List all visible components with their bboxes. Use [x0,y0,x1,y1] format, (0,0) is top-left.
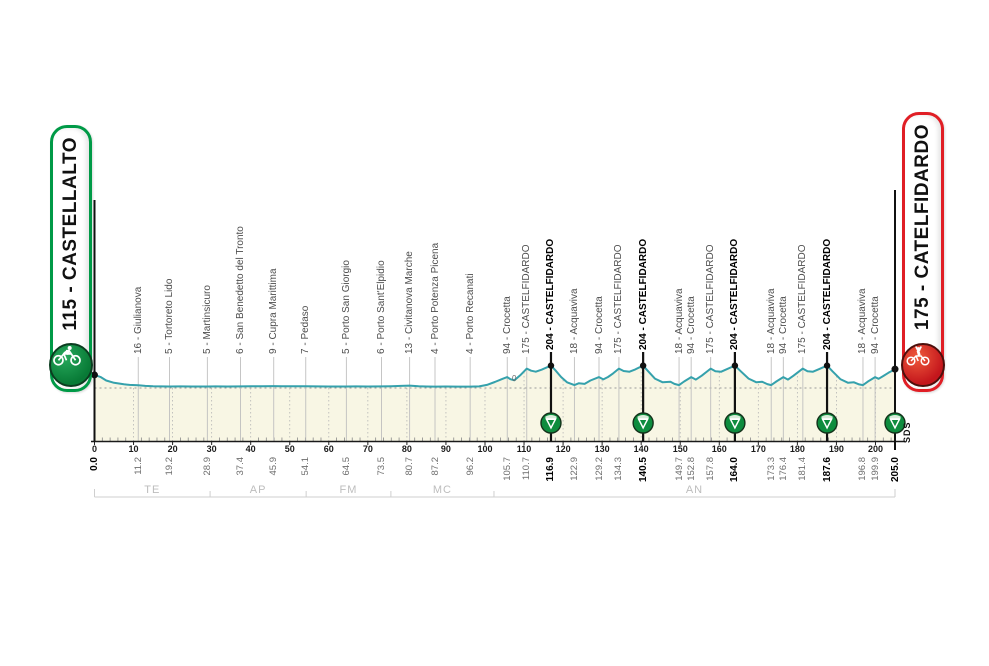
axis-tick-label: 170 [750,444,766,454]
waypoint-label: 7 - Pedaso [300,305,312,354]
km-distance-label: 80.7 [404,457,416,476]
finish-dot [892,366,899,373]
km-distance-label: 205.0 [889,457,901,483]
waypoint-label: 175 - CASTELFIDARDO [521,244,533,354]
checkpoint-peak-dot [824,362,830,368]
km-distance-label: 45.9 [268,457,280,476]
start-label-wrap [53,132,89,335]
axis-tick-label: 80 [401,444,412,454]
start-cyclist-icon [51,345,83,367]
axis-tick-label: 0 [91,444,97,454]
axis-tick-label: 90 [440,444,451,454]
profile-area-fill [95,366,896,442]
region-label: MC [432,484,452,496]
km-distance-label: 54.1 [300,457,312,476]
waypoint-label: 204 - CASTELFIDARDO [637,238,649,350]
axis-tick-label: 70 [362,444,373,454]
finish-circle [901,343,945,387]
km-distance-label: 129.2 [593,457,605,481]
start-dot [91,371,98,378]
waypoint-label: 9 - Cupra Marittima [268,268,280,354]
km-distance-label: 140.5 [637,457,649,483]
finish-label-wrap [905,119,941,335]
waypoint-label: 94 - Crocetta [777,296,789,354]
axis-tick-label: 30 [206,444,217,454]
km-distance-label: 176.4 [777,457,789,481]
waypoint-label: 5 - Martinsicuro [201,285,213,354]
start-location-badge [50,125,92,392]
checkpoint-peak-dot [640,362,646,368]
finish-location-badge [902,112,944,392]
checkpoint-peak-dot [732,362,738,368]
axis-tick-label: 140 [633,444,649,454]
axis-tick-label: 10 [128,444,139,454]
km-distance-label: 19.2 [163,457,175,476]
waypoint-label: 175 - CASTELFIDARDO [705,244,717,354]
axis-tick-label: 50 [284,444,295,454]
km-distance-label: 64.5 [340,457,352,476]
waypoint-label: 94 - Crocetta [685,296,697,354]
km-distance-label: 187.6 [821,457,833,483]
waypoint-label: 16 - Giulianova [132,286,144,354]
km-distance-label: 134.3 [613,457,625,481]
axis-tick-label: 150 [672,444,688,454]
km-distance-label: 181.4 [797,457,809,481]
waypoint-label: 204 - CASTELFIDARDO [729,238,741,350]
waypoint-label: 4 - Porto Recanati [464,273,476,354]
waypoint-label: 94 - Crocetta [593,296,605,354]
waypoint-label: 18 - Acquaviva [857,288,869,354]
km-distance-label: 37.4 [235,457,247,476]
axis-tick-label: 180 [789,444,805,454]
km-distance-label: 96.2 [464,457,476,476]
axis-tick-label: 110 [516,444,532,454]
finish-cyclist-icon [903,345,933,367]
sds-logo: SDS [902,421,912,443]
km-distance-label: 0.0 [89,457,100,471]
km-distance-label: 116.9 [545,457,557,482]
waypoint-label: 5 - Tortoreto Lido [163,278,175,354]
waypoint-label: 6 - San Benedetto del Tronto [235,226,247,354]
region-label: AN [685,484,704,496]
waypoint-label: 5 - Porto San Giorgio [340,260,352,354]
start-label: 115 - CASTELLALTO [60,136,81,331]
waypoint-label: 18 - Acquaviva [673,288,685,354]
km-distance-label: 28.9 [201,457,213,476]
km-distance-label: 87.2 [429,457,441,476]
sea-level-zero-label: 0 [512,374,517,383]
waypoint-label: 18 - Acquaviva [765,288,777,354]
waypoint-label: 204 - CASTELFIDARDO [821,238,833,350]
waypoint-label: 4 - Porto Potenza Picena [429,242,441,354]
km-distance-label: 73.5 [376,457,387,476]
axis-tick-label: 190 [828,444,844,454]
axis-tick-label: 200 [867,444,883,454]
checkpoint-peak-dot [548,362,554,368]
km-distance-label: 157.8 [705,457,717,481]
region-label: FM [339,484,358,496]
waypoint-label: 13 - Civitanova Marche [404,251,416,354]
km-distance-label: 164.0 [729,457,741,483]
waypoint-label: 94 - Crocetta [501,296,513,354]
axis-tick-label: 60 [323,444,334,454]
axis-tick-label: 100 [477,444,493,454]
axis-tick-label: 120 [555,444,571,454]
waypoint-label: 204 - CASTELFIDARDO [545,238,557,350]
axis-tick-label: 130 [594,444,610,454]
axis-tick-label: 40 [245,444,256,454]
km-distance-label: 152.8 [685,457,697,481]
axis-tick-label: 160 [711,444,727,454]
finish-label: 175 - CATELFIDARDO [912,123,933,331]
region-label: AP [249,484,267,496]
waypoint-label: 175 - CASTELFIDARDO [613,244,625,354]
km-distance-label: 105.7 [501,457,513,481]
km-distance-label: 110.7 [521,457,533,481]
km-distance-label: 122.9 [568,457,580,481]
waypoint-label: 175 - CASTELFIDARDO [797,244,809,354]
region-label: TE [144,484,161,496]
axis-tick-label: 20 [167,444,178,454]
waypoint-label: 18 - Acquaviva [568,288,580,354]
waypoint-label: 6 - Porto Sant'Elpidio [376,260,387,354]
waypoint-label: 94 - Crocetta [869,296,881,354]
km-distance-label: 173.3 [765,457,777,481]
km-distance-label: 149.7 [673,457,685,481]
km-distance-label: 199.9 [869,457,881,481]
km-distance-label: 11.2 [132,457,144,475]
km-distance-label: 196.8 [857,457,869,481]
start-circle [49,343,93,387]
